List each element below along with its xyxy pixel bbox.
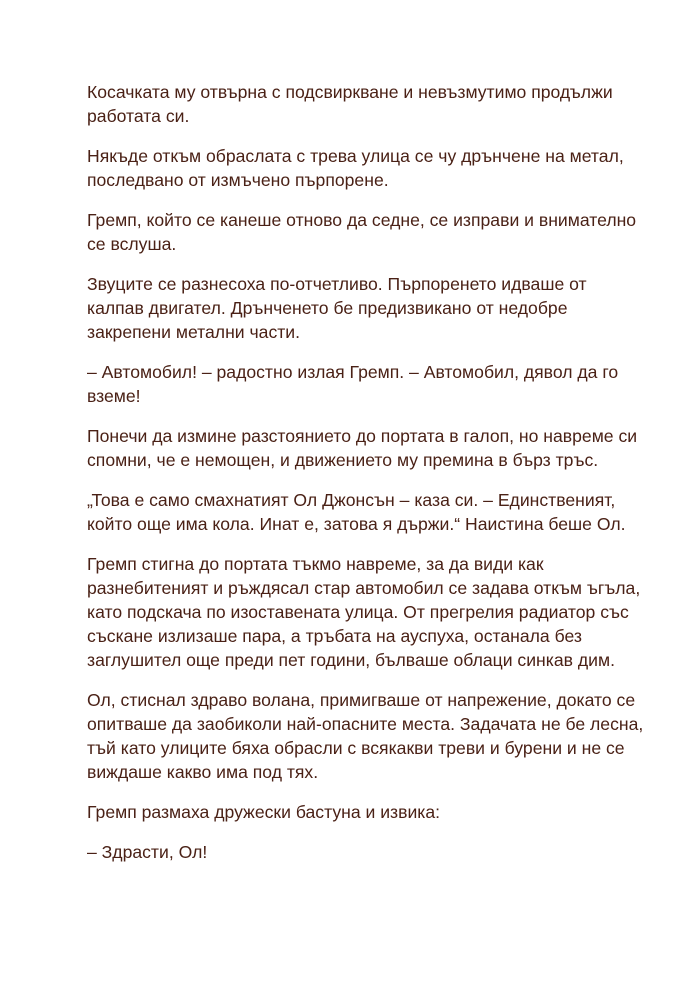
paragraph-11: – Здрасти, Ол! [87,842,208,862]
paragraph-7: „Това е само смахнатият Ол Джонсън – каза си. – Единственият, който още има кола. Инат е, затова я държи.“ Наистина беше Ол. [87,490,626,534]
paragraph-3: Гремп, който се канеше отново да седне, се изправи и внимателно се вслуша. [87,210,637,254]
paragraph-6: Понечи да измине разстоянието до портата в галоп, но навреме си спомни, че е немощен, и движението му премина в бърз тръс. [87,426,638,470]
paragraph-9: Ол, стиснал здраво волана, примигваше от напрежение, докато се опитваше да заобиколи най-опасните места. Задачата не бе лесна, тъй като улиците бяха обрасли с всякакви треви и бурени и не се виждаше какво има под тях. [87,690,644,782]
paragraph-4: Звуците се разнесоха по-отчетливо. Пърпоренето идваше от калпав двигател. Дрънченето бе предизвикано от недобре закрепени метални части. [87,274,587,342]
paragraph-2: Някъде откъм обраслата с трева улица се чу дрънчене на метал, последвано от измъчено пърпорене. [87,146,624,190]
paragraph-1: Косачката му отвърна с подсвиркване и невъзмутимо продължи работата си. [87,82,613,126]
paragraph-5: – Автомобил! – радостно излая Гремп. – Автомобил, дявол да го вземе! [87,362,619,406]
body-text [87,80,647,880]
paragraph-8: Гремп стигна до портата тъкмо навреме, за да види как разнебитеният и ръждясал стар автомобил се задава откъм ъгъла, като подскача по изоставената улица. От прегрелия радиатор със съскане излизаше пара, а тръбата на ауспуха, останала без заглушител още преди пет години, бълваше облаци синкав дим. [87,554,641,670]
paragraph-10: Гремп размаха дружески бастуна и извика: [87,802,441,822]
